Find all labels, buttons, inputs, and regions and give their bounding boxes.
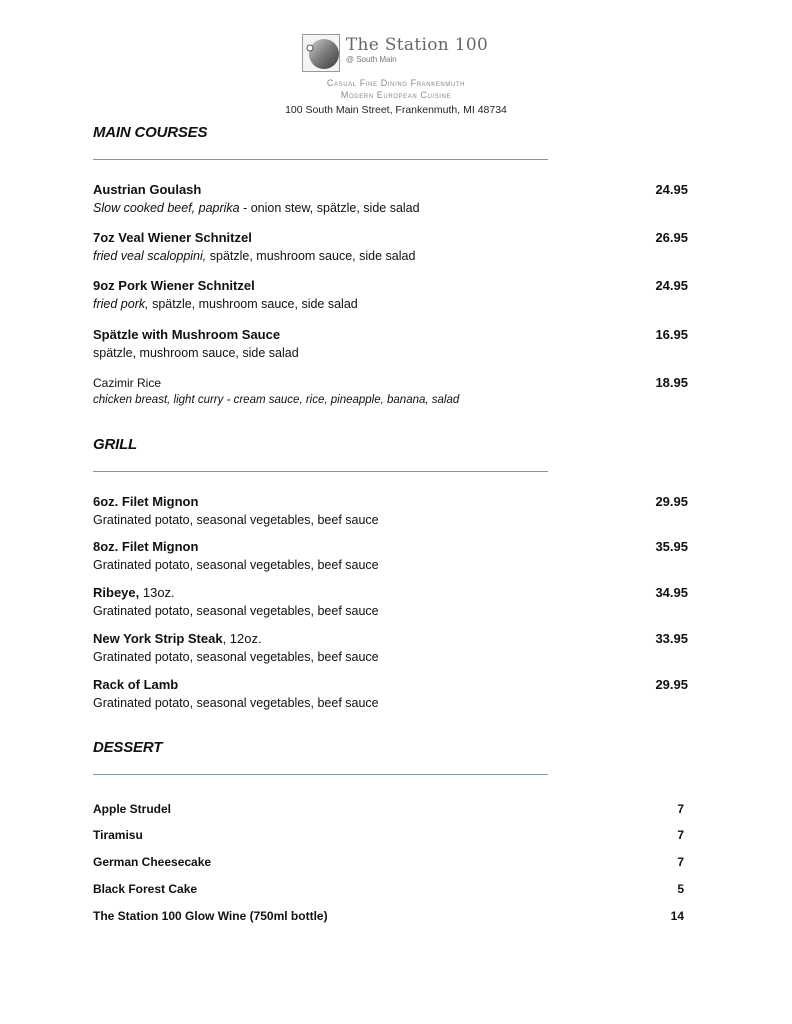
item-name: 8oz. Filet Mignon [93,539,199,554]
section-title-dessert: DESSERT [93,739,163,756]
item-price: 26.95 [655,230,688,245]
item-name: 6oz. Filet Mignon [93,494,199,509]
menu-item [93,327,688,362]
logo-subtitle: @ South Main [345,55,397,64]
item-name: Tiramisu [93,828,143,842]
item-price: 24.95 [655,182,688,197]
item-description: Gratinated potato, seasonal vegetables, beef sauce [93,650,379,664]
menu-item [93,585,688,620]
section-title-main-courses: MAIN COURSES [93,124,208,141]
item-description: Gratinated potato, seasonal vegetables, beef sauce [93,513,379,527]
tagline-cuisine: Modern European Cuisine [340,90,452,100]
address: 100 South Main Street, Frankenmuth, MI 48734 [285,104,507,116]
item-name: New York Strip Steak, 12oz. [93,631,262,646]
item-name: Apple Strudel [93,802,172,816]
item-name: 9oz Pork Wiener Schnitzel [93,278,255,293]
item-name: Cazimir Rice [93,376,162,390]
item-description: chicken breast, light curry - cream sauce, rice, pineapple, banana, salad [93,394,460,406]
menu-item [93,631,688,666]
item-name: 7oz Veal Wiener Schnitzel [93,230,252,245]
item-name: The Station 100 Glow Wine (750ml bottle) [93,909,328,923]
item-description: spätzle, mushroom sauce, side salad [93,346,299,360]
item-description: Gratinated potato, seasonal vegetables, beef sauce [93,558,379,572]
menu-item [93,375,688,409]
menu-item [93,230,688,265]
item-name: Black Forest Cake [93,882,198,896]
item-name: Austrian Goulash [93,182,202,197]
menu-item [93,494,688,529]
item-price: 7 [677,828,684,842]
menu-item [93,908,688,924]
item-price: 29.95 [655,494,688,509]
logo-name: The Station 100 [345,35,489,55]
menu-item [93,854,688,870]
menu-item [93,278,688,313]
restaurant-header [0,34,792,117]
item-name: Ribeye, 13oz. [93,585,175,600]
item-price: 7 [677,802,684,816]
menu-item [93,182,688,217]
item-price: 5 [677,882,684,896]
section-title-grill: GRILL [93,436,137,453]
section-divider [93,159,548,160]
item-price: 34.95 [655,585,688,600]
item-name: Rack of Lamb [93,677,179,692]
item-name: German Cheesecake [93,855,212,869]
item-price: 16.95 [655,327,688,342]
item-price: 7 [677,855,684,869]
item-price: 24.95 [655,278,688,293]
item-description: Gratinated potato, seasonal vegetables, beef sauce [93,604,379,618]
section-divider [93,471,548,472]
item-description: Slow cooked beef, paprika - onion stew, spätzle, side salad [93,201,420,215]
menu-item [93,801,688,817]
item-price: 18.95 [655,375,688,390]
item-price: 29.95 [655,677,688,692]
item-description: fried pork, spätzle, mushroom sauce, side salad [93,297,358,311]
item-name: Spätzle with Mushroom Sauce [93,327,281,342]
tagline-dining: Casual Fine Dining Frankenmuth [326,78,466,88]
menu-item [93,677,688,712]
item-description: Gratinated potato, seasonal vegetables, beef sauce [93,696,379,710]
item-description: fried veal scaloppini, spätzle, mushroom sauce, side salad [93,249,416,263]
logo [0,34,792,72]
item-price: 14 [670,909,684,923]
menu-item [93,827,688,843]
logo-mark-icon [302,34,340,72]
section-divider [93,774,548,775]
item-price: 35.95 [655,539,688,554]
menu-item [93,539,688,574]
menu-item [93,881,688,897]
item-price: 33.95 [655,631,688,646]
